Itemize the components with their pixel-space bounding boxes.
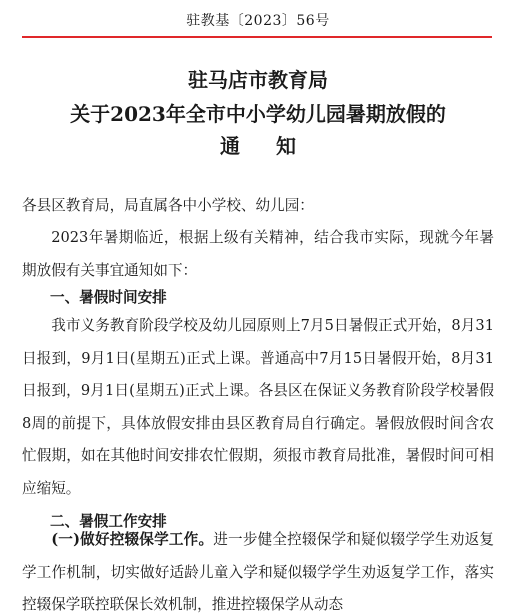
title-subject: 关于2023年全市中小学幼儿园暑期放假的 bbox=[70, 102, 446, 126]
intro-paragraph: 2023年暑期临近，根据上级有关精神，结合我市实际，现就今年暑期放假有关事宜通知如下： bbox=[22, 229, 494, 279]
title-issuer: 驻马店市教育局 bbox=[188, 68, 328, 92]
title-notice: 通知 bbox=[220, 134, 332, 158]
document-number: 驻教基〔2023〕56号 bbox=[186, 13, 330, 29]
section2-subheading: (一)做好控辍保学工作。 bbox=[51, 531, 214, 548]
section2-paragraph bbox=[22, 524, 494, 616]
red-divider bbox=[22, 36, 492, 38]
salutation: 各县区教育局，局直属各中小学校、幼儿园： bbox=[22, 197, 314, 214]
section1-paragraph: 我市义务教育阶段学校及幼儿园原则上7月5日暑假正式开始，8月31日报到，9月1日(星期五)正式上课。普通高中7月15日暑假开始，8月31日报到，9月1日(星期五)正式上课。各县区在保证义务教育阶段学校暑假8周的前提下，具体放假安排由县区教育局自行确定。暑假放假时间含农忙假期，如在其他时间安排农忙假期，须报市教育局批准，暑假时间可相应缩短。 bbox=[22, 317, 494, 497]
section2-subbody: 进一步健全控辍保学和疑似辍学学生劝返复学工作机制，切实做好适龄儿童入学和疑似辍学学生劝返复学工作，落实控辍保学联控联保长效机制，推进控辍保学从动态 bbox=[22, 531, 494, 613]
section1-heading: 一、暑假时间安排 bbox=[50, 289, 167, 306]
section2-heading: 二、暑假工作安排 bbox=[50, 513, 167, 530]
